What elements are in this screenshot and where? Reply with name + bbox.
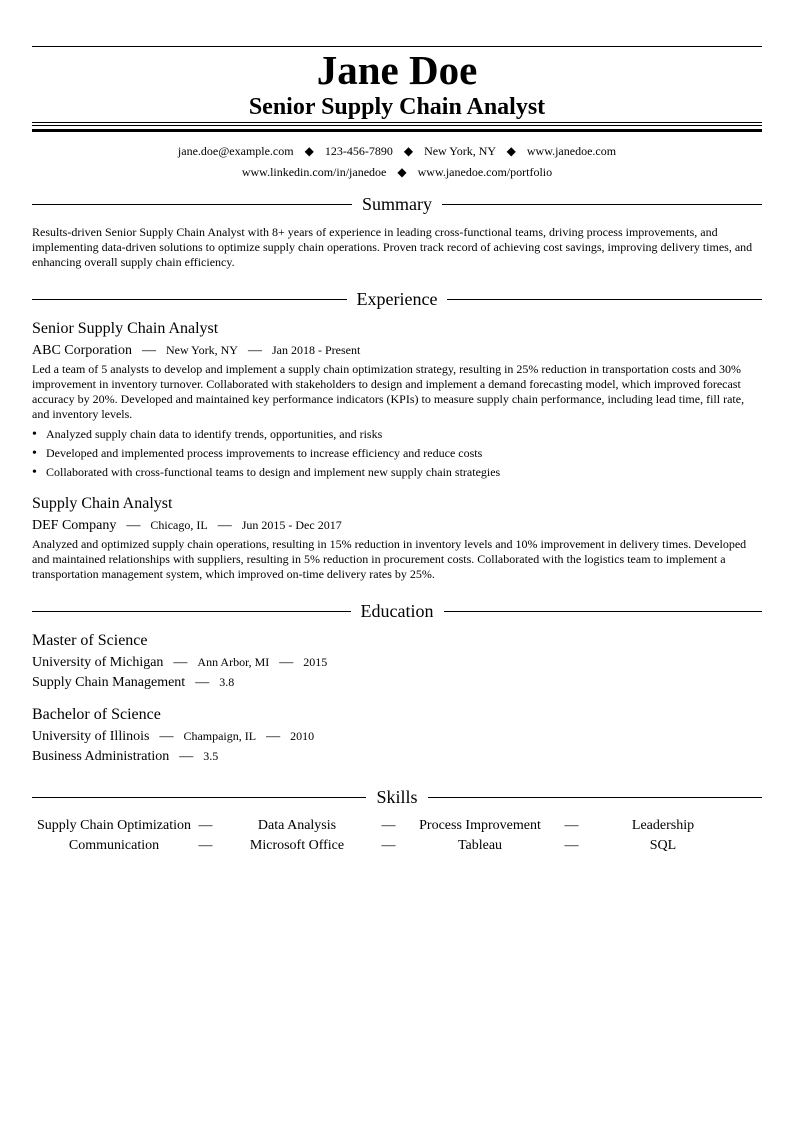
dash-separator: — — [173, 655, 188, 670]
section-title: Education — [360, 601, 434, 621]
candidate-name: Jane Doe — [316, 47, 478, 93]
heading-rule — [442, 204, 762, 205]
field-of-study: Supply Chain Management — [32, 675, 186, 690]
section-title: Skills — [376, 787, 418, 807]
dash-separator: — — [159, 729, 174, 744]
contact-location: New York, NY — [424, 144, 496, 158]
dash-separator: — — [195, 675, 210, 690]
skill-item: Leadership — [631, 818, 695, 833]
graduation-year: 2010 — [290, 729, 315, 743]
experience-heading — [32, 288, 762, 310]
contact-portfolio[interactable]: www.janedoe.com/portfolio — [417, 165, 553, 179]
list-item — [32, 425, 757, 444]
heading-rule — [32, 204, 352, 205]
job-bullet-list — [32, 425, 757, 482]
job-description: Analyzed and optimized supply chain operations, resulting in 15% reduction in inventory levels and 10% improvement in delivery times. Developed and maintained relationships with suppliers, resulting in 5% reduction in procurement costs. Collaborated with the logistics team to implement a transportation management system, which improved on-time delivery rates by 25%. — [32, 537, 747, 581]
section-title: Summary — [362, 194, 432, 214]
dash-separator: — — [217, 518, 232, 533]
dash-separator: — — [141, 343, 156, 358]
bullet-icon: • — [32, 465, 37, 480]
heading-rule — [32, 299, 347, 300]
dash-separator: — — [179, 749, 194, 764]
heading-rule — [447, 299, 762, 300]
diamond-separator-icon: ◆ — [304, 144, 314, 158]
dash-separator: — — [198, 818, 213, 833]
job-description: Led a team of 5 analysts to develop and implement a supply chain optimization strategy, resulting in 25% reduction in transportation costs and 30% improvement in inventory turnover. Collaborated with stakeholders to design and implement a demand forecasting model, which improved forecast accuracy by 20%. Developed and maintained key performance indicators (KPIs) to measure supply chain performance, including lead time, fill rate, and inventory levels. — [32, 362, 745, 421]
heading-rule — [32, 797, 366, 798]
contact-line-1 — [32, 143, 762, 159]
skill-item: Supply Chain Optimization — [37, 818, 191, 833]
skills-row — [32, 816, 762, 836]
candidate-title: Senior Supply Chain Analyst — [248, 94, 546, 120]
dash-separator: — — [564, 818, 579, 833]
job-location: New York, NY — [165, 343, 238, 357]
diamond-separator-icon: ◆ — [403, 144, 414, 158]
school-location: Champaign, IL — [183, 729, 257, 743]
field-of-study: Business Administration — [32, 749, 170, 764]
job-company: DEF Company — [32, 518, 117, 533]
bullet-icon: • — [32, 446, 37, 461]
diamond-separator-icon: ◆ — [506, 144, 516, 158]
job-title: Senior Supply Chain Analyst — [32, 320, 219, 337]
field-meta — [32, 673, 234, 692]
contact-line-2 — [32, 164, 762, 180]
skill-item: Data Analysis — [257, 818, 337, 833]
degree-title: Master of Science — [32, 632, 148, 649]
section-title: Experience — [356, 289, 438, 309]
dash-separator: — — [198, 838, 213, 853]
dash-separator: — — [279, 655, 294, 670]
job-location: Chicago, IL — [150, 518, 208, 532]
graduation-year: 2015 — [303, 655, 328, 669]
job-dates: Jun 2015 - Dec 2017 — [241, 518, 342, 532]
gpa: 3.5 — [203, 749, 219, 763]
degree-title: Bachelor of Science — [32, 706, 161, 723]
heading-rule — [428, 797, 762, 798]
skill-item: SQL — [649, 838, 677, 853]
education-heading — [32, 600, 762, 622]
list-item — [32, 463, 757, 482]
contact-website[interactable]: www.janedoe.com — [526, 144, 617, 158]
contact-phone[interactable]: 123-456-7890 — [324, 144, 393, 158]
skills-heading — [32, 786, 762, 808]
dash-separator: — — [564, 838, 579, 853]
header-rule-thin — [32, 122, 762, 123]
list-item — [32, 444, 757, 463]
skill-item: Communication — [68, 838, 160, 853]
job-dates: Jan 2018 - Present — [271, 343, 361, 357]
field-meta — [32, 747, 218, 766]
dash-separator: — — [126, 518, 141, 533]
skills-row — [32, 836, 762, 856]
dash-separator: — — [381, 818, 396, 833]
job-company: ABC Corporation — [32, 343, 132, 358]
dash-separator: — — [266, 729, 281, 744]
bullet-icon: • — [32, 427, 37, 442]
school-location: Ann Arbor, MI — [197, 655, 270, 669]
school-meta — [32, 727, 314, 746]
bullet-text: Analyzed supply chain data to identify trends, opportunities, and risks — [46, 427, 383, 441]
contact-email[interactable]: jane.doe@example.com — [177, 144, 294, 158]
gpa: 3.8 — [219, 675, 235, 689]
dash-separator: — — [247, 343, 262, 358]
contact-linkedin[interactable]: www.linkedin.com/in/janedoe — [241, 165, 387, 179]
skill-item: Microsoft Office — [249, 838, 345, 853]
summary-text: Results-driven Senior Supply Chain Analyst with 8+ years of experience in leading cross-functional teams, driving process improvements, and implementing data-driven solutions to optimize supply chain operations. Proven track record of achieving cost savings, improving delivery times, and enhancing overall supply chain efficiency. — [32, 225, 753, 269]
school-meta — [32, 653, 327, 672]
header-rule-thick — [32, 129, 762, 132]
job-meta — [32, 341, 360, 360]
diamond-separator-icon: ◆ — [397, 165, 407, 179]
bullet-text: Collaborated with cross-functional teams to design and implement new supply chain strategies — [46, 465, 501, 479]
school-name: University of Michigan — [32, 655, 164, 670]
dash-separator: — — [381, 838, 396, 853]
skills-grid — [32, 816, 762, 856]
summary-heading — [32, 193, 762, 215]
skill-item: Tableau — [457, 838, 503, 853]
heading-rule — [444, 611, 763, 612]
job-meta — [32, 516, 342, 535]
heading-rule — [32, 611, 351, 612]
skill-item: Process Improvement — [419, 818, 541, 833]
header-rule-thin-2 — [32, 125, 762, 126]
job-title: Supply Chain Analyst — [32, 495, 173, 512]
bullet-text: Developed and implemented process improvements to increase efficiency and reduce costs — [46, 446, 483, 460]
school-name: University of Illinois — [32, 729, 150, 744]
